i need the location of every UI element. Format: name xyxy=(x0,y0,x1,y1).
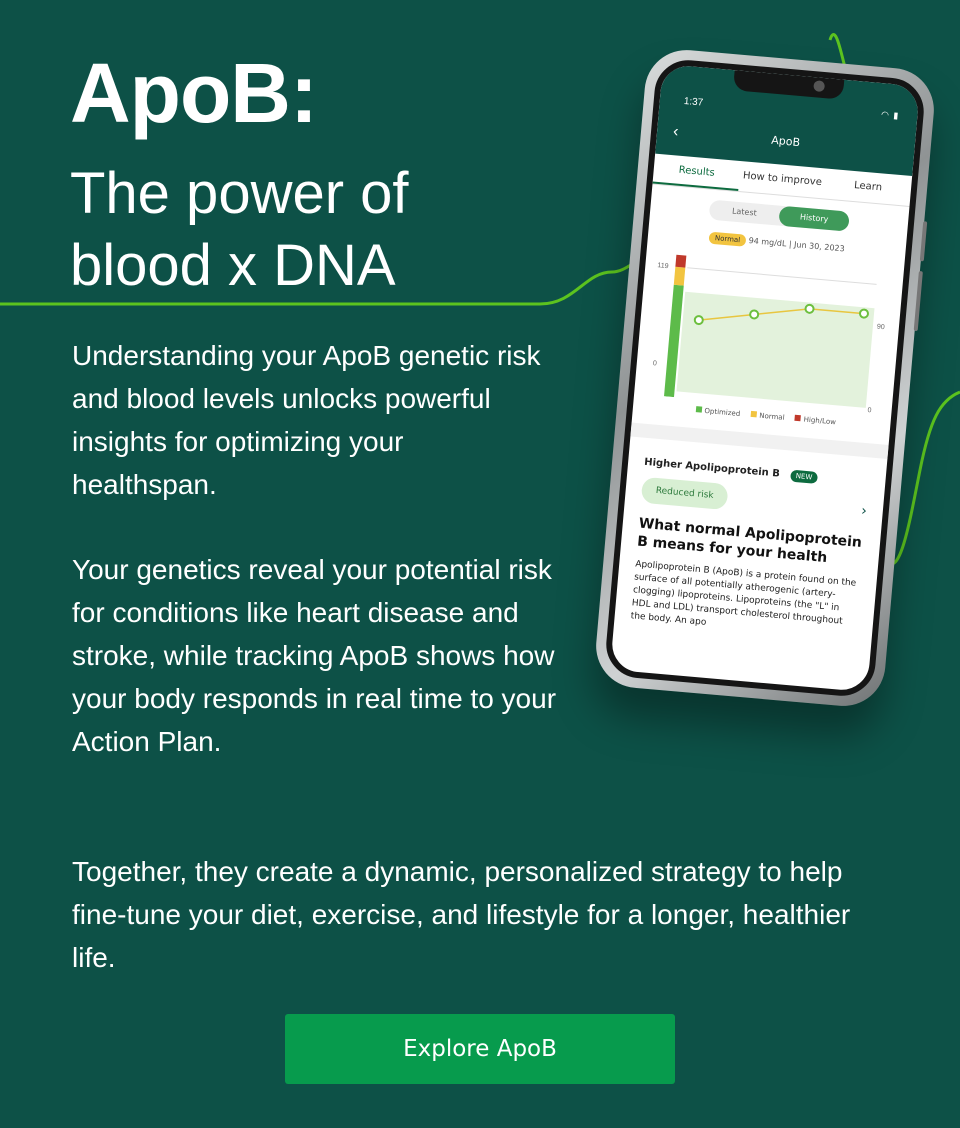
back-chevron-icon[interactable]: ‹ xyxy=(672,123,680,141)
tick-label-bottom: 0 xyxy=(652,360,658,368)
phone-notch xyxy=(733,70,844,100)
body-paragraph-2: Your genetics reveal your potential risk for conditions like heart disease and stroke, while tracking ApoB shows how your body responds in real time to your Action Plan. xyxy=(72,554,557,757)
headline-subtitle xyxy=(70,158,409,302)
reduced-risk-chip: Reduced risk xyxy=(641,477,729,510)
reading-separator: | xyxy=(788,239,793,249)
risk-title: Higher Apolipoprotein B xyxy=(643,456,781,480)
legend-swatch xyxy=(795,415,802,422)
app-title: ApoB xyxy=(770,133,801,150)
info-body: Apolipoprotein B (ApoB) is a protein found on the surface of all potentially atherogenic (artery-clogging) lipoproteins. Lipoproteins (the "L" in HDL and LDL) transport cholesterol throughout the body. An apo xyxy=(630,559,857,628)
headline-subtitle-line1: The power of xyxy=(70,161,409,226)
reading-date: Jun 30, 2023 xyxy=(793,240,846,254)
data-point[interactable] xyxy=(805,305,814,314)
segment-history[interactable]: History xyxy=(778,206,849,232)
tab-how-to-improve[interactable]: How to improve xyxy=(742,170,823,189)
data-point[interactable] xyxy=(750,310,759,319)
view-toggle xyxy=(709,200,850,232)
wifi-icon: ◠ xyxy=(880,109,891,120)
reading-value: 94 mg/dL xyxy=(748,236,787,249)
normal-range-bar xyxy=(674,267,686,286)
tick-label-right: 90 xyxy=(876,323,885,332)
info-title: What normal Apolipoprotein B means for your health xyxy=(636,515,863,567)
data-point[interactable] xyxy=(860,309,869,318)
status-badge: Normal xyxy=(708,232,746,247)
headline-title: ApoB: xyxy=(70,46,317,140)
battery-icon: ▮ xyxy=(893,110,900,121)
body-paragraph-1: Understanding your ApoB genetic risk and blood levels unlocks powerful insights for optimizing your healthspan. xyxy=(72,340,541,500)
legend-swatch xyxy=(750,411,757,418)
high-range-bar xyxy=(675,255,686,268)
phone-frame xyxy=(593,47,938,710)
data-point[interactable] xyxy=(694,316,703,325)
headline xyxy=(70,48,409,302)
tick-label-top: 119 xyxy=(657,262,669,271)
legend-high-low: High/Low xyxy=(803,415,837,427)
explore-apob-button[interactable]: Explore ApoB xyxy=(285,1014,675,1084)
camera-icon xyxy=(813,80,825,92)
legend-swatch xyxy=(695,406,702,413)
legend-optimized: Optimized xyxy=(704,406,741,418)
apob-history-chart xyxy=(642,245,894,415)
phone-mockup xyxy=(593,47,938,710)
phone-screen xyxy=(603,57,926,698)
new-badge: NEW xyxy=(790,470,818,484)
gridline xyxy=(687,268,876,285)
status-time: 1:37 xyxy=(683,95,704,109)
tab-learn[interactable]: Learn xyxy=(853,180,883,194)
headline-subtitle-line2: blood x DNA xyxy=(70,233,396,298)
segment-latest[interactable]: Latest xyxy=(731,206,758,218)
status-icons xyxy=(881,109,900,122)
target-band xyxy=(677,292,875,408)
tab-results[interactable]: Results xyxy=(653,154,741,191)
tick-label-right-bottom: 0 xyxy=(867,407,872,415)
chevron-right-icon[interactable]: › xyxy=(860,502,868,520)
body-paragraph-3: Together, they create a dynamic, personalized strategy to help fine-tune your diet, exercise, and lifestyle for a longer, healthier life. xyxy=(72,856,851,973)
legend-normal: Normal xyxy=(758,411,785,422)
